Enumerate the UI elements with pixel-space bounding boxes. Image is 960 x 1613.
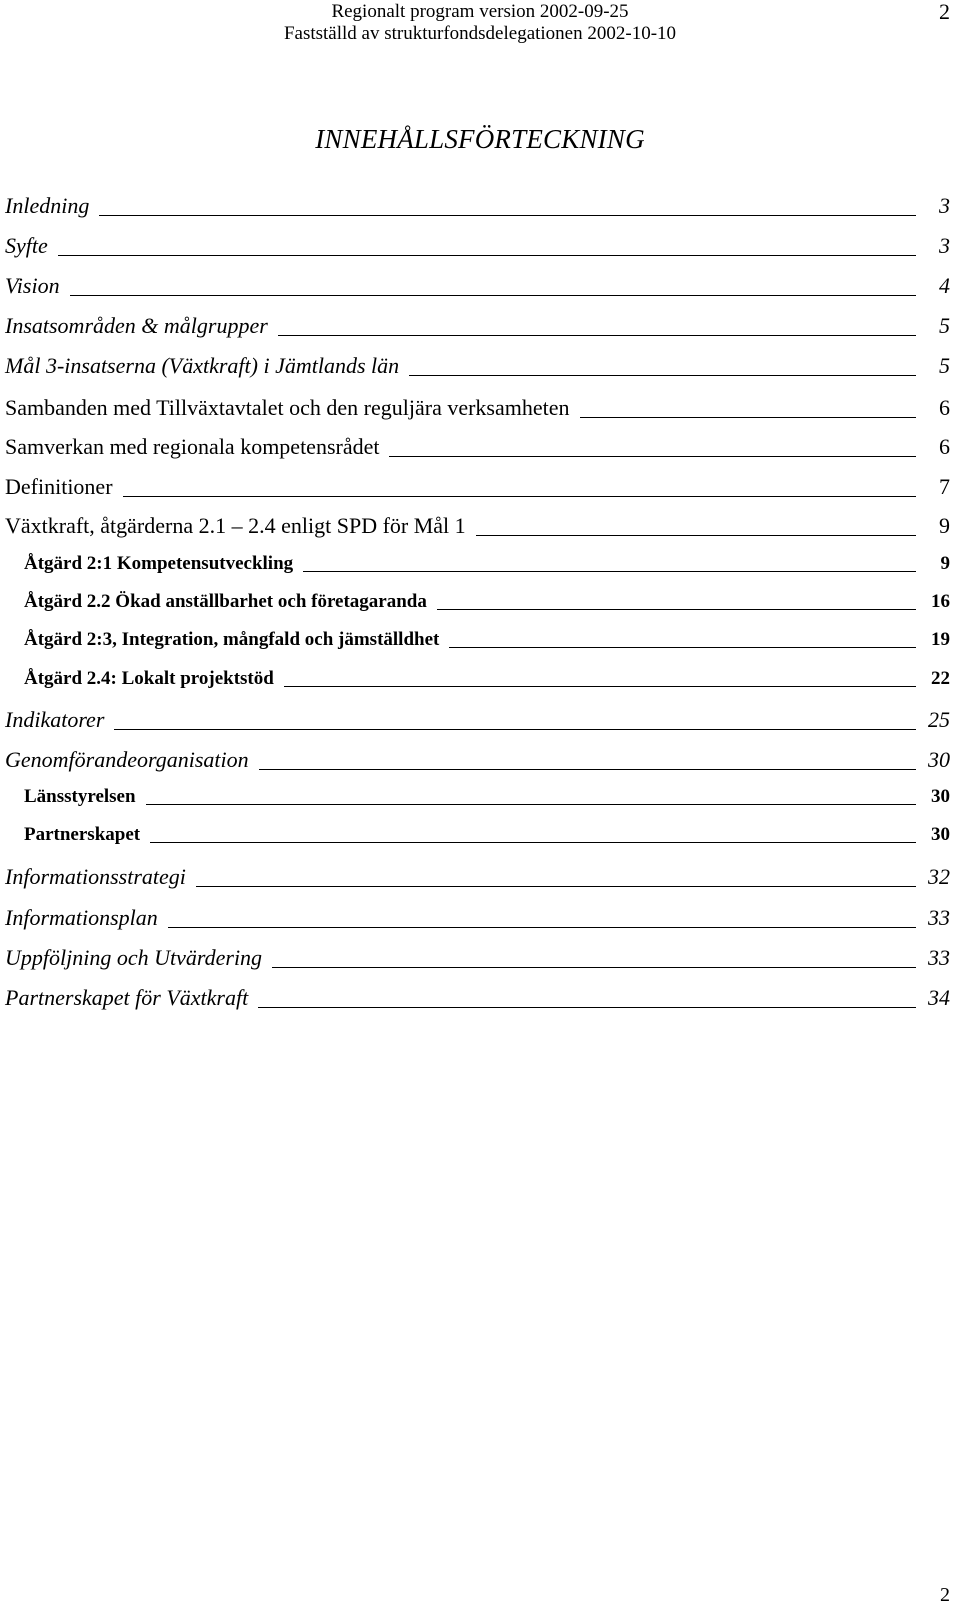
toc-entry-page: 25 (928, 707, 950, 732)
toc-leader-line (58, 254, 916, 256)
toc-leader-line (476, 534, 916, 536)
toc-entry-page: 5 (939, 353, 950, 378)
toc-entry-page: 19 (931, 629, 950, 650)
toc-entry-label: Indikatorer (5, 707, 105, 732)
toc-entry-page: 9 (940, 553, 950, 574)
toc-entry-label: Informationsstrategi (5, 864, 186, 889)
toc-leader-line (146, 803, 916, 805)
toc-entry-uppfoljning[interactable] (0, 945, 960, 981)
toc-leader-line (272, 966, 916, 968)
toc-entry-atgard-2-2[interactable] (0, 591, 960, 627)
toc-leader-line (70, 294, 916, 296)
toc-entry-atgard-2-4[interactable] (0, 668, 960, 704)
toc-entry-page: 5 (939, 313, 950, 338)
toc-leader-line (123, 495, 916, 497)
toc-title: INNEHÅLLSFÖRTECKNING (315, 124, 645, 154)
toc-entry-label: Mål 3-insatserna (Växtkraft) i Jämtlands län (5, 353, 400, 378)
toc-entry-atgard-2-3[interactable] (0, 629, 960, 665)
toc-entry-mal3-insatserna[interactable] (0, 353, 960, 389)
toc-entry-label: Länsstyrelsen (24, 786, 136, 807)
toc-entry-lansstyrelsen[interactable] (0, 786, 960, 822)
toc-entry-label: Inledning (5, 193, 90, 218)
toc-leader-line (437, 608, 916, 610)
header-program-version: Regionalt program version 2002-09-25 (331, 1, 629, 22)
toc-entry-label: Åtgärd 2.2 Ökad anställbarhet och företagaranda (24, 591, 427, 612)
toc-entry-inledning[interactable] (0, 193, 960, 229)
toc-leader-line (150, 841, 916, 843)
header-adoption-note: Fastställd av strukturfondsdelegationen 2002-10-10 (283, 23, 677, 44)
toc-entry-vaxtkraft-atgarderna[interactable] (0, 513, 960, 549)
toc-leader-line (284, 685, 916, 687)
toc-entry-syfte[interactable] (0, 233, 960, 269)
toc-entry-label: Samverkan med regionala kompetensrådet (5, 434, 380, 459)
toc-leader-line (580, 416, 916, 418)
toc-entry-page: 32 (928, 864, 950, 889)
toc-entry-page: 16 (931, 591, 950, 612)
toc-entry-page: 30 (931, 786, 950, 807)
toc-entry-label: Åtgärd 2.4: Lokalt projektstöd (24, 668, 274, 689)
toc-entry-insatsomraden[interactable] (0, 313, 960, 349)
toc-entry-label: Genomförandeorganisation (5, 747, 249, 772)
toc-leader-line (409, 374, 916, 376)
toc-entry-label: Uppföljning och Utvärdering (5, 945, 263, 970)
toc-entry-page: 33 (928, 905, 950, 930)
page-header (0, 0, 960, 50)
toc-entry-genomforandeorganisation[interactable] (0, 747, 960, 783)
toc-entry-page: 3 (939, 193, 950, 218)
toc-leader-line (259, 768, 916, 770)
toc-leader-line (114, 728, 916, 730)
toc-entry-partnerskapet-vaxtkraft[interactable] (0, 985, 960, 1021)
toc-entry-label: Insatsområden & målgrupper (5, 313, 268, 338)
toc-entry-informationsplan[interactable] (0, 905, 960, 941)
toc-entry-label: Partnerskapet (24, 824, 141, 845)
toc-entry-label: Åtgärd 2:3, Integration, mångfald och jämställdhet (24, 629, 440, 650)
footer-page-number: 2 (940, 1584, 950, 1606)
toc-entry-page: 33 (928, 945, 950, 970)
toc-entry-label: Informationsplan (5, 905, 158, 930)
toc-entry-informationsstrategi[interactable] (0, 864, 960, 900)
toc-leader-line (303, 570, 916, 572)
toc-entry-page: 6 (939, 395, 950, 420)
toc-leader-line (389, 455, 916, 457)
toc-entry-page: 30 (928, 747, 950, 772)
toc-entry-page: 30 (931, 824, 950, 845)
toc-entry-label: Vision (5, 273, 60, 298)
toc-entry-sambanden[interactable] (0, 395, 960, 431)
toc-entry-indikatorer[interactable] (0, 707, 960, 743)
toc-entry-label: Sambanden med Tillväxtavtalet och den reguljära verksamheten (5, 395, 570, 420)
toc-leader-line (196, 885, 916, 887)
toc-entry-label: Växtkraft, åtgärderna 2.1 – 2.4 enligt SPD för Mål 1 (5, 513, 466, 538)
toc-entry-page: 34 (928, 985, 950, 1010)
toc-entry-page: 6 (939, 434, 950, 459)
toc-entry-definitioner[interactable] (0, 474, 960, 510)
toc-entry-samverkan[interactable] (0, 434, 960, 470)
toc-entry-label: Syfte (5, 233, 48, 258)
toc-leader-line (278, 334, 916, 336)
toc-leader-line (258, 1006, 916, 1008)
toc-entry-label: Partnerskapet för Växtkraft (5, 985, 249, 1010)
header-page-number: 2 (939, 0, 950, 24)
toc-entry-page: 9 (939, 513, 950, 538)
toc-entry-page: 22 (931, 668, 950, 689)
toc-leader-line (99, 214, 916, 216)
toc-leader-line (449, 646, 916, 648)
toc-entry-label: Åtgärd 2:1 Kompetensutveckling (24, 553, 294, 574)
toc-entry-vision[interactable] (0, 273, 960, 309)
toc-entry-page: 7 (939, 474, 950, 499)
toc-entry-label: Definitioner (5, 474, 113, 499)
toc-entry-partnerskapet[interactable] (0, 824, 960, 860)
toc-leader-line (168, 926, 916, 928)
toc-entry-page: 4 (939, 273, 950, 298)
toc-entry-atgard-2-1[interactable] (0, 553, 960, 589)
toc-entry-page: 3 (939, 233, 950, 258)
